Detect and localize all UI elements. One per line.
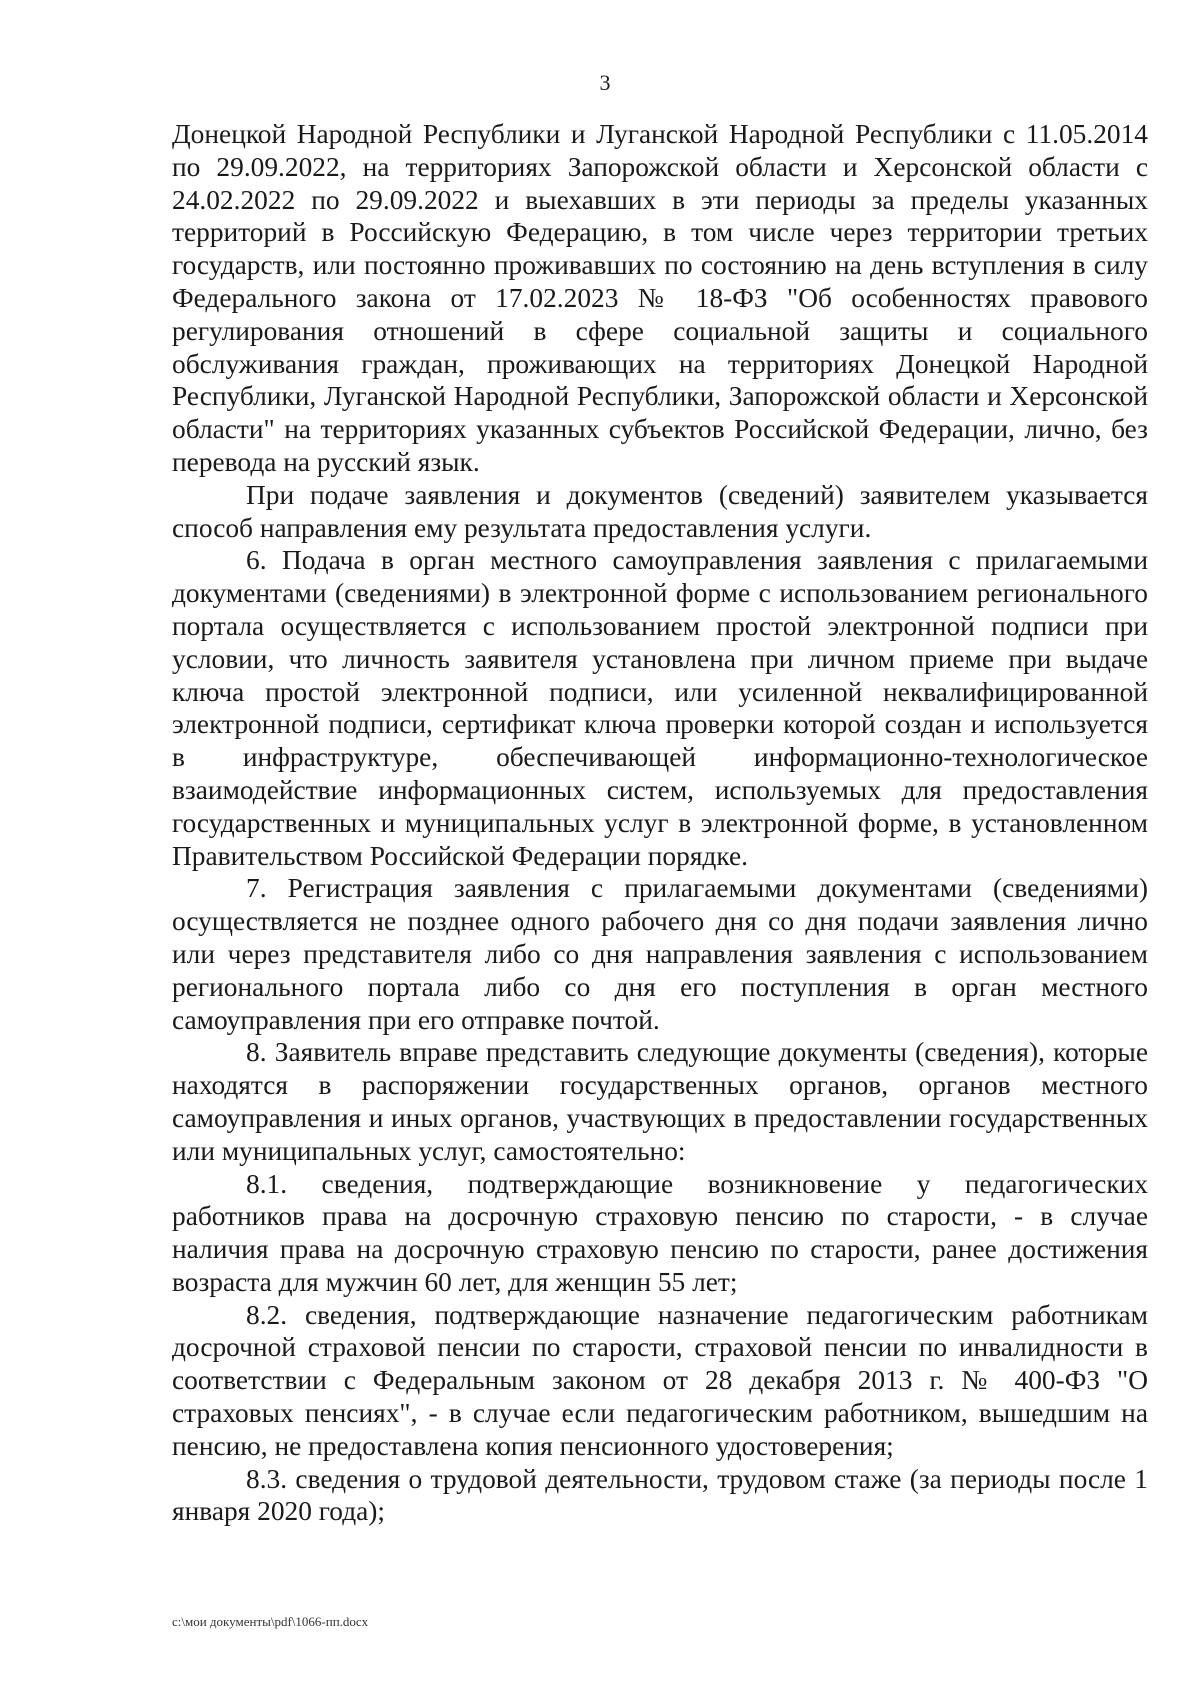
paragraph-item-8-3: 8.3. сведения о трудовой деятельности, трудовом стаже (за периоды после 1 января 2020 года); — [172, 1463, 1148, 1527]
paragraph-result-method: При подаче заявления и документов (сведений) заявителем указывается способ направления ему результата предоставления услуги. — [172, 479, 1148, 543]
paragraph-item-8: 8. Заявитель вправе представить следующие документы (сведения), которые находятся в распоряжении государственных органов, органов местного самоуправления и иных органов, участвующих в предоставлении государственных или муниципальных услуг, самостоятельно: — [172, 1037, 1148, 1166]
paragraph-item-7: 7. Регистрация заявления с прилагаемыми документами (сведениями) осуществляется не позднее одного рабочего дня со дня подачи заявления лично или через представителя либо со дня направления заявления с использованием регионального портала либо со дня его поступления в орган местного самоуправления при его отправке почтой. — [172, 873, 1148, 1035]
paragraph-continuation: Донецкой Народной Республики и Луганской Народной Республики с 11.05.2014 по 29.09.2022, на территориях Запорожской области и Херсонской области с 24.02.2022 по 29.09.2022 и выехавших в эти периоды за пределы указанных территорий в Российскую Федерацию, в том числе через территории третьих государств, или постоянно проживавших по состоянию на день вступления в силу Федерального закона от 17.02.2023 № 18-ФЗ "Об особенностях правового регулирования отношений в сфере социальной защиты и социального обслуживания граждан, проживающих на территориях Донецкой Народной Республики, Луганской Народной Республики, Запорожской области и Херсонской области" на территориях указанных субъектов Российской Федерации, лично, без перевода на русский язык. — [172, 119, 1148, 477]
paragraph-item-8-2: 8.2. сведения, подтверждающие назначение педагогическим работникам досрочной страховой пенсии по старости, страховой пенсии по инвалидности в соответствии с Федеральным законом от 28 декабря 2013 г. № 400-ФЗ "О страховых пенсиях", - в случае если педагогическим работником, вышедшим на пенсию, не предоставлена копия пенсионного удостоверения; — [172, 1299, 1148, 1461]
page-number: 3 — [599, 70, 611, 95]
paragraph-item-6: 6. Подача в орган местного самоуправления заявления с прилагаемыми документами (сведениями) в электронной форме с использованием регионального портала осуществляется с использованием простой электронной подписи при условии, что личность заявителя установлена при личном приеме при выдаче ключа простой электронной подписи, или усиленной неквалифицированной электронной подписи, сертификат ключа проверки которой создан и используется в инфраструктуре, обеспечивающей информационно-технологическое взаимодействие информационных систем, используемых для предоставления государственных и муниципальных услуг в электронной форме, в установленном Правительством Российской Федерации порядке. — [172, 545, 1148, 871]
paragraph-item-8-1: 8.1. сведения, подтверждающие возникновение у педагогических работников права на досрочную страховую пенсию по старости, - в случае наличия права на досрочную страховую пенсию по старости, ранее достижения возраста для мужчин 60 лет, для женщин 55 лет; — [172, 1168, 1148, 1297]
document-body — [172, 118, 1148, 1528]
footer-file-path: c:\мои документы\pdf\1066-пп.docx — [172, 1614, 369, 1629]
